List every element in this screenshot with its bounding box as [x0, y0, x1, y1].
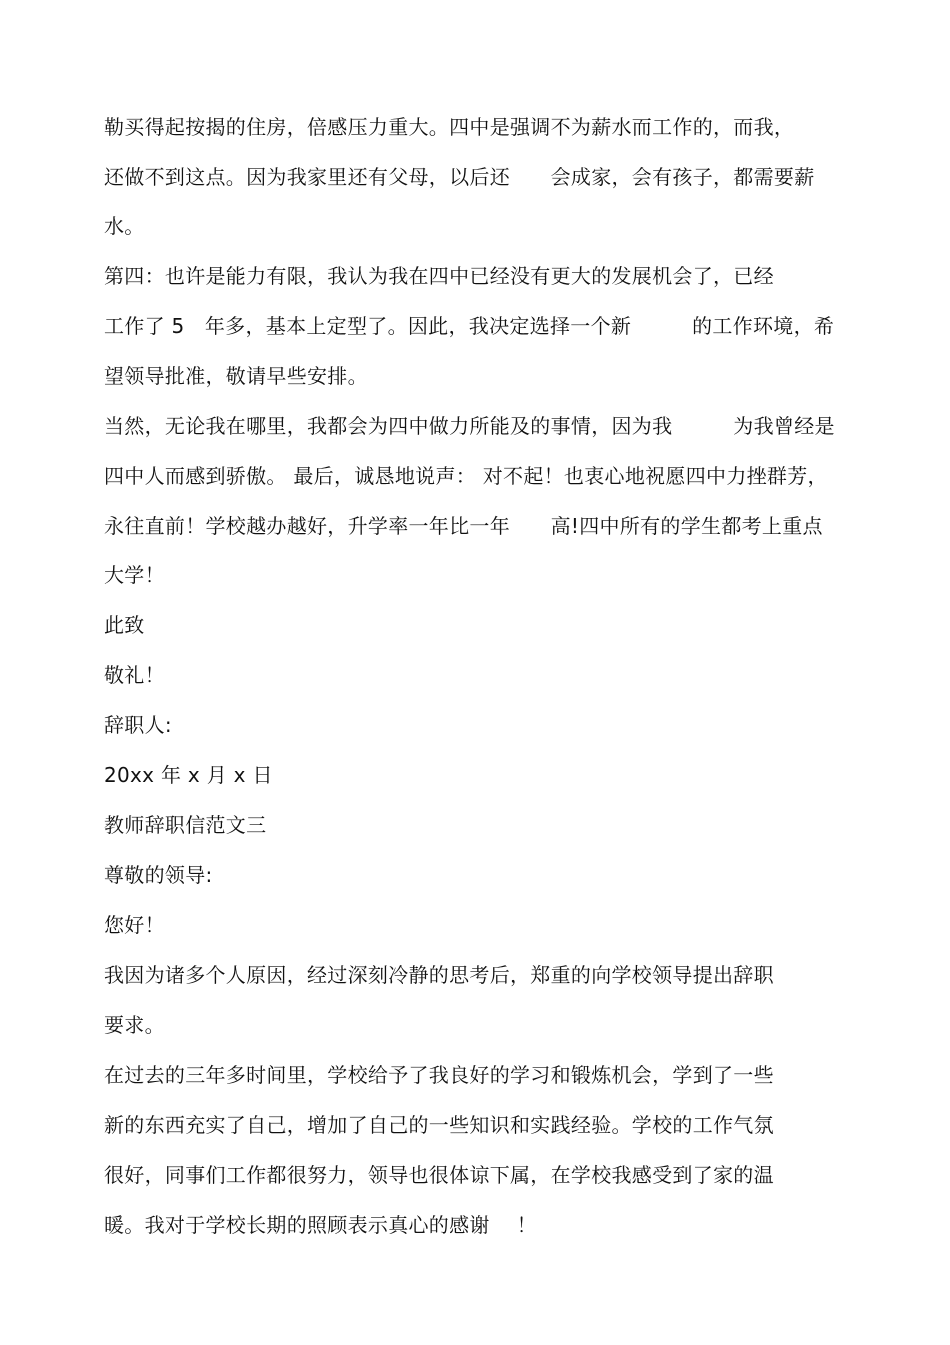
- text-line: 新的东西充实了自己，增加了自己的一些知识和实践经验。学校的工作气氛: [104, 1113, 774, 1137]
- text-line: 敬礼！: [104, 663, 165, 687]
- text-line: 很好，同事们工作都很努力，领导也很体谅下属，在学校我感受到了家的温: [104, 1163, 774, 1187]
- section-title: 教师辞职信范文三: [104, 813, 267, 837]
- text-line: 我因为诸多个人原因，经过深刻冷静的思考后，郑重的向学校领导提出辞职: [104, 963, 774, 987]
- date-line: 20xx 年 x 月 x 日: [104, 763, 273, 787]
- text-line: 还做不到这点。因为我家里还有父母，以后还 会成家，会有孩子，都需要薪: [104, 165, 815, 189]
- text-line: 工作了 5 年多，基本上定型了。因此，我决定选择一个新 的工作环境，希: [104, 314, 835, 338]
- text-line: 永往直前！学校越办越好，升学率一年比一年 高!四中所有的学生都考上重点: [104, 514, 823, 538]
- text-line: 大学！: [104, 563, 165, 587]
- text-line: 要求。: [104, 1013, 165, 1037]
- text-line: 水。: [104, 214, 145, 238]
- text-line: 望领导批准，敬请早些安排。: [104, 364, 368, 388]
- text-line: 四中人而感到骄傲。 最后，诚恳地说声： 对不起！也衷心地祝愿四中力挫群芳，: [104, 464, 828, 488]
- text-line: 第四：也许是能力有限，我认为我在四中已经没有更大的发展机会了，已经: [104, 264, 774, 288]
- text-line: 此致: [104, 613, 145, 637]
- salutation: 尊敬的领导:: [104, 863, 213, 887]
- text-line: 暖。我对于学校长期的照顾表示真心的感谢 ！: [104, 1213, 537, 1237]
- text-line: 勒买得起按揭的住房，倍感压力重大。四中是强调不为薪水而工作的，而我，: [104, 115, 795, 139]
- text-line: 在过去的三年多时间里，学校给予了我良好的学习和锻炼机会，学到了一些: [104, 1063, 774, 1087]
- greeting: 您好！: [104, 913, 165, 937]
- text-line: 当然，无论我在哪里，我都会为四中做力所能及的事情，因为我 为我曾经是: [104, 414, 835, 438]
- text-line: 辞职人:: [104, 713, 172, 737]
